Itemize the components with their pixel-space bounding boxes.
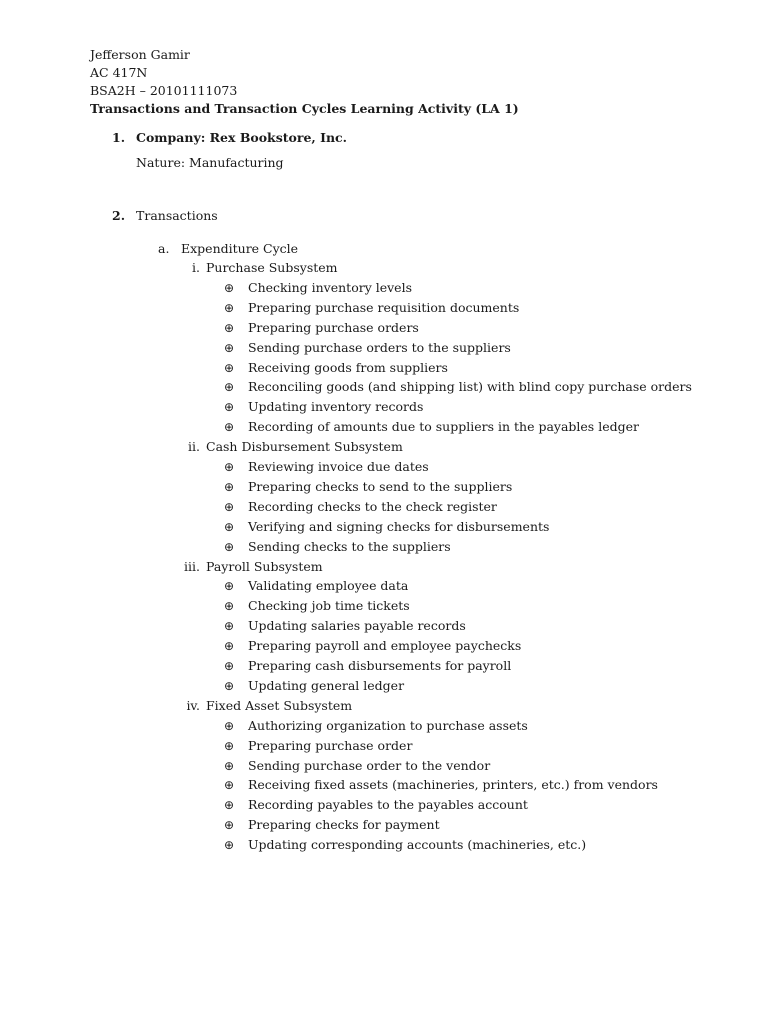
list-item-text: Updating inventory records xyxy=(248,399,424,415)
circled-plus-icon: ⊕ xyxy=(224,360,235,375)
circled-plus-icon: ⊕ xyxy=(224,380,235,395)
circled-plus-icon: ⊕ xyxy=(224,340,235,355)
subsystem-label: Fixed Asset Subsystem xyxy=(206,697,353,713)
list-item-text: Validating employee data xyxy=(248,578,409,594)
roman-numeral: iii. xyxy=(184,558,200,574)
list-item-text: Preparing checks to send to the suppliers xyxy=(248,478,513,494)
circled-plus-icon: ⊕ xyxy=(224,758,235,773)
subsystem-label: Payroll Subsystem xyxy=(206,558,323,574)
circled-plus-icon: ⊕ xyxy=(224,798,235,813)
circled-plus-icon: ⊕ xyxy=(224,579,235,594)
list-item xyxy=(224,637,521,655)
list-item-text: Preparing purchase order xyxy=(248,737,413,753)
subsystem-label: Purchase Subsystem xyxy=(206,260,338,275)
circled-plus-icon: ⊕ xyxy=(224,280,235,295)
circled-plus-icon: ⊕ xyxy=(224,539,235,554)
author-name: Jefferson Gamir xyxy=(90,47,190,62)
circled-plus-icon: ⊕ xyxy=(224,420,235,435)
list-item-text: Receiving fixed assets (machineries, printers, etc.) from vendors xyxy=(248,777,658,793)
company-line: Company: Rex Bookstore, Inc. xyxy=(136,130,348,145)
list-item-text: Verifying and signing checks for disbursements xyxy=(248,518,550,534)
list-item-text: Recording payables to the payables account xyxy=(248,797,528,813)
list-item-text: Receiving goods from suppliers xyxy=(248,359,448,375)
section-id: BSA2H – 20101111073 xyxy=(90,83,238,98)
list-item-text: Preparing payroll and employee paychecks xyxy=(248,638,522,654)
list-item xyxy=(224,717,528,735)
list-item-text: Preparing cash disbursements for payroll xyxy=(248,658,512,673)
list-item-text: Recording checks to the check register xyxy=(248,498,497,514)
list-item xyxy=(224,398,423,416)
roman-numeral: i. xyxy=(192,260,200,275)
list-item-text: Reviewing invoice due dates xyxy=(248,459,429,474)
list-item xyxy=(224,816,440,834)
list-item xyxy=(224,577,408,595)
list-item xyxy=(224,737,412,755)
list-item xyxy=(224,776,658,794)
circled-plus-icon: ⊕ xyxy=(224,838,235,853)
subsystem-heading xyxy=(176,438,403,456)
subsystem-heading xyxy=(176,259,338,277)
list-item xyxy=(224,378,692,396)
list-item xyxy=(224,418,639,436)
list-item-text: Recording of amounts due to suppliers in the payables ledger xyxy=(248,419,639,435)
course-code: AC 417N xyxy=(90,65,148,80)
circled-plus-icon: ⊕ xyxy=(224,400,235,415)
list-item xyxy=(224,339,511,357)
list-item xyxy=(224,279,412,297)
document-title: Transactions and Transaction Cycles Learning Activity (LA 1) xyxy=(90,101,519,116)
circled-plus-icon: ⊕ xyxy=(224,479,235,494)
list-item xyxy=(224,597,410,615)
item-2-number: 2. xyxy=(112,208,126,223)
list-item xyxy=(224,757,490,775)
cycle-label: Expenditure Cycle xyxy=(181,241,299,256)
subsystem-heading xyxy=(176,558,323,576)
list-item-text: Preparing purchase requisition documents xyxy=(248,299,520,315)
cycle-marker: a. xyxy=(158,241,170,256)
circled-plus-icon: ⊕ xyxy=(224,519,235,534)
circled-plus-icon: ⊕ xyxy=(224,499,235,514)
list-item-text: Sending purchase orders to the suppliers xyxy=(248,339,511,355)
list-item-text: Updating general ledger xyxy=(248,677,405,693)
list-item xyxy=(224,538,451,556)
list-item xyxy=(224,498,497,516)
list-item-text: Checking job time tickets xyxy=(248,598,410,614)
list-item-text: Reconciling goods (and shipping list) with blind copy purchase orders xyxy=(248,379,692,395)
circled-plus-icon: ⊕ xyxy=(224,678,235,693)
list-item-text: Updating corresponding accounts (machineries, etc.) xyxy=(248,837,587,853)
list-item-text: Preparing purchase orders xyxy=(248,319,419,335)
list-item xyxy=(224,299,519,317)
list-item xyxy=(224,836,586,854)
list-item-text: Sending checks to the suppliers xyxy=(248,538,451,554)
list-item-text: Checking inventory levels xyxy=(248,279,412,295)
transactions-heading: Transactions xyxy=(136,208,218,223)
list-item-text: Updating salaries payable records xyxy=(248,618,466,634)
list-item-text: Sending purchase order to the vendor xyxy=(248,757,491,773)
circled-plus-icon: ⊕ xyxy=(224,320,235,335)
nature-line: Nature: Manufacturing xyxy=(136,155,284,170)
item-1-number: 1. xyxy=(112,130,126,145)
list-item-text: Preparing checks for payment xyxy=(248,817,440,833)
list-item xyxy=(224,796,528,814)
list-item-text: Authorizing organization to purchase assets xyxy=(248,717,528,733)
circled-plus-icon: ⊕ xyxy=(224,778,235,793)
circled-plus-icon: ⊕ xyxy=(224,599,235,614)
list-item xyxy=(224,657,511,675)
circled-plus-icon: ⊕ xyxy=(224,300,235,315)
circled-plus-icon: ⊕ xyxy=(224,718,235,733)
circled-plus-icon: ⊕ xyxy=(224,818,235,833)
list-item xyxy=(224,617,466,635)
subsystem-label: Cash Disbursement Subsystem xyxy=(206,439,403,455)
circled-plus-icon: ⊕ xyxy=(224,619,235,634)
list-item xyxy=(224,478,512,496)
roman-numeral: ii. xyxy=(188,439,200,455)
circled-plus-icon: ⊕ xyxy=(224,659,235,673)
list-item xyxy=(224,319,419,337)
roman-numeral: iv. xyxy=(186,697,200,713)
list-item xyxy=(224,458,429,476)
subsystem-heading xyxy=(176,697,352,715)
circled-plus-icon: ⊕ xyxy=(224,460,235,474)
list-item xyxy=(224,359,448,377)
circled-plus-icon: ⊕ xyxy=(224,738,235,753)
list-item xyxy=(224,518,549,536)
list-item xyxy=(224,677,404,695)
circled-plus-icon: ⊕ xyxy=(224,639,235,654)
